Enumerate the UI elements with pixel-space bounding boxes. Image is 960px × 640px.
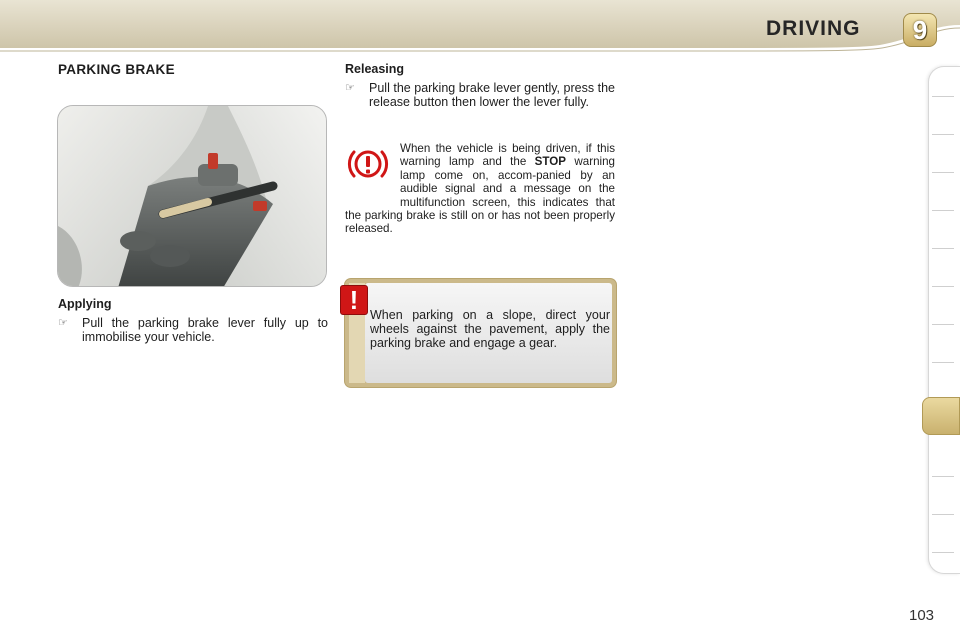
tab-divider <box>932 324 954 325</box>
tab-divider <box>932 134 954 135</box>
section-title: PARKING BRAKE <box>58 62 175 77</box>
tab-divider <box>932 514 954 515</box>
chapter-number-badge: 9 <box>903 13 937 47</box>
hand-pointer-icon: ☞ <box>58 317 68 329</box>
tab-divider <box>932 210 954 211</box>
active-chapter-tab[interactable] <box>922 397 960 435</box>
tab-divider <box>932 96 954 97</box>
applying-text: Pull the parking brake lever fully up to immobilise your vehicle. <box>82 316 328 344</box>
exclamation-icon: ! <box>340 285 368 315</box>
brake-warning-lamp-icon <box>347 144 389 184</box>
tab-divider <box>932 552 954 553</box>
releasing-instruction <box>345 81 615 109</box>
releasing-heading: Releasing <box>345 62 405 76</box>
tab-divider <box>932 362 954 363</box>
stop-label: STOP <box>534 155 567 169</box>
applying-heading: Applying <box>58 297 112 311</box>
page-number: 103 <box>909 607 935 624</box>
warning-text-before: When the vehicle is being driven, if this warning lamp and the <box>400 142 615 169</box>
warning-text-after: warning lamp come on, accom-panied by an audible signal and a message on the multifunction screen, this indicates that the parking brake is still on or has not been properly released. <box>345 155 616 236</box>
releasing-text: Pull the parking brake lever gently, press the release button then lower the lever fully. <box>369 81 615 109</box>
console-illustration <box>58 106 327 287</box>
parking-brake-lever-photo <box>57 105 327 287</box>
notice-text: When parking on a slope, direct your wheels against the pavement, apply the parking brake and engage a gear. <box>370 308 610 350</box>
page-header <box>0 0 960 52</box>
chapter-tab-strip <box>928 66 960 574</box>
tab-divider <box>932 476 954 477</box>
applying-instruction <box>58 316 328 344</box>
chapter-title: DRIVING <box>766 17 861 40</box>
tab-strip-background <box>928 66 960 574</box>
hand-pointer-icon: ☞ <box>345 82 355 94</box>
tab-divider <box>932 248 954 249</box>
tab-divider <box>932 286 954 287</box>
tab-divider <box>932 172 954 173</box>
